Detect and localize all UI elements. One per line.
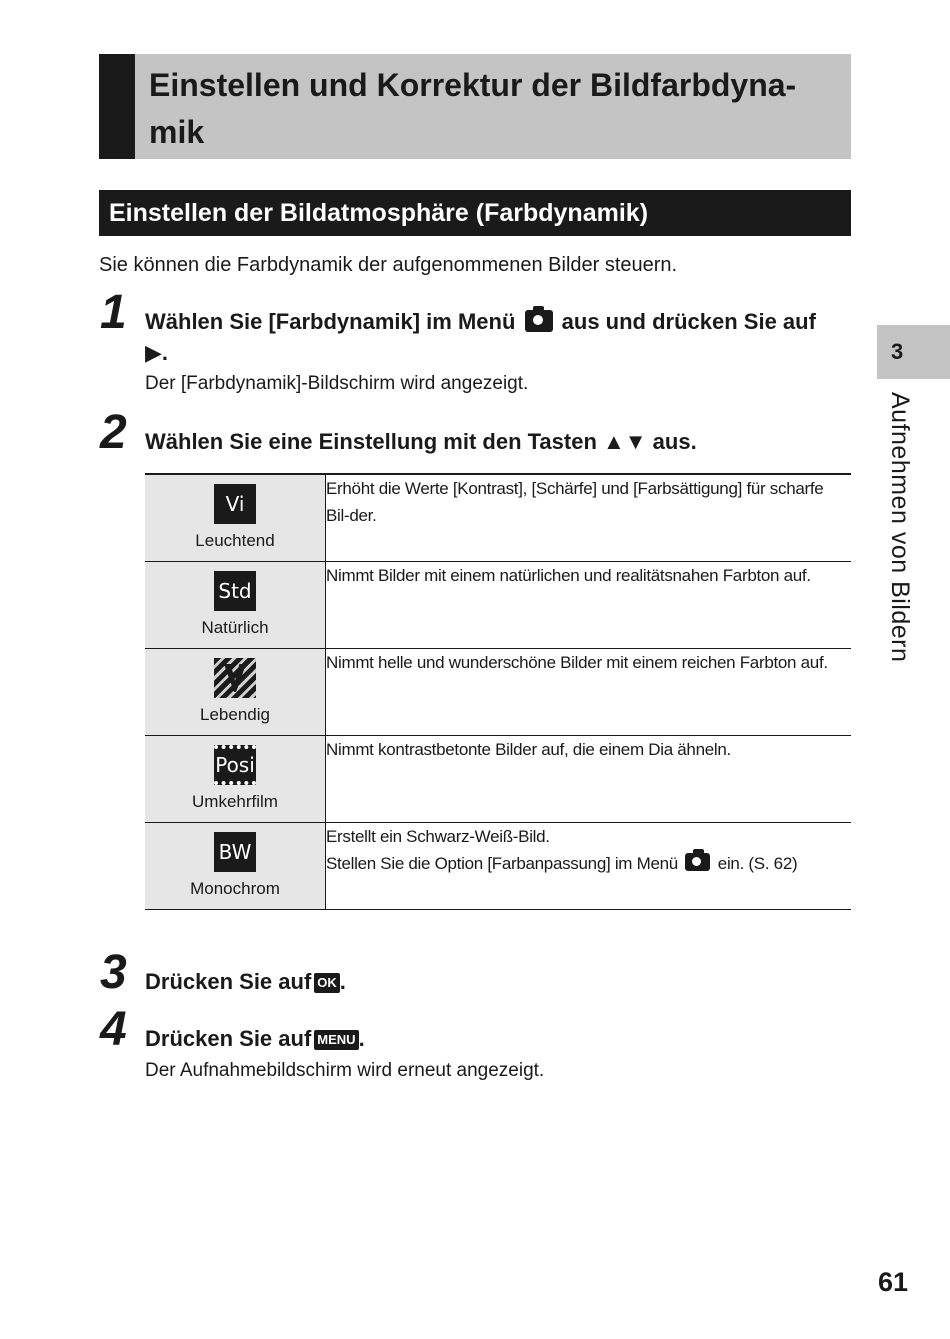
step-1-subtext: Der [Farbdynamik]-Bildschirm wird angezeigt. xyxy=(145,373,529,394)
vibrant-icon xyxy=(214,658,256,698)
table-row xyxy=(145,736,851,823)
mode-cell xyxy=(145,474,326,562)
section-heading-bar xyxy=(99,190,851,236)
step-1-heading-end: aus und drücken Sie auf xyxy=(561,309,816,334)
mode-label: Leuchtend xyxy=(195,531,275,550)
mode-label: Lebendig xyxy=(200,705,270,724)
step-number-3: 3 xyxy=(100,946,127,999)
mode-cell xyxy=(145,562,326,649)
mode-label: Natürlich xyxy=(201,618,269,637)
step-1-heading-line2: ▶. xyxy=(145,340,169,365)
title-accent-bar xyxy=(99,54,135,159)
mode-description-line2 xyxy=(326,850,851,877)
step-4-subtext: Der Aufnahmebildschirm wird erneut angezeigt. xyxy=(145,1060,545,1081)
mode-cell xyxy=(145,649,326,736)
color-dynamics-table xyxy=(145,473,851,910)
mode-description-line1: Erstellt ein Schwarz-Weiß-Bild. xyxy=(326,827,550,846)
step-4-heading-text: Drücken Sie auf xyxy=(145,1026,312,1051)
step-1-heading-start: Wählen Sie [Farbdynamik] im Menü xyxy=(145,309,516,334)
step-number-4: 4 xyxy=(100,1003,127,1056)
section-heading: Einstellen der Bildatmosphäre (Farbdynamik) xyxy=(109,199,649,227)
mode-description: Nimmt helle und wunderschöne Bilder mit einem reichen Farbton auf. xyxy=(326,649,852,736)
vivid-icon: Vi xyxy=(214,484,256,524)
standard-icon: Std xyxy=(214,571,256,611)
step-number-2: 2 xyxy=(100,406,127,459)
mode-label: Monochrom xyxy=(190,879,280,898)
step-2-heading: Wählen Sie eine Einstellung mit den Tasten ▲▼ aus. xyxy=(145,429,697,454)
chapter-title-line2: mik xyxy=(149,114,205,150)
monochrome-icon: BW xyxy=(214,832,256,872)
chapter-side-label xyxy=(877,392,917,692)
menu-button-icon: MENU xyxy=(314,1030,358,1050)
chapter-title-block xyxy=(99,54,851,159)
chapter-tab-number: 3 xyxy=(891,339,904,364)
mode-cell xyxy=(145,736,326,823)
vibrant-icon-mark xyxy=(224,664,246,692)
table-row xyxy=(145,474,851,562)
mode-description: Nimmt Bilder mit einem natürlichen und realitätsnahen Farbton auf. xyxy=(326,562,852,649)
step-4-heading-end: . xyxy=(358,1026,365,1051)
camera-icon xyxy=(525,310,553,332)
step-4-heading xyxy=(145,1023,365,1054)
step-3-heading xyxy=(145,966,346,997)
mode-cell xyxy=(145,823,326,910)
chapter-side-label-text: Aufnehmen von Bildern xyxy=(886,392,914,663)
page-number: 61 xyxy=(877,1267,908,1297)
table-row xyxy=(145,649,851,736)
chapter-title xyxy=(149,62,839,156)
ok-button-icon: OK xyxy=(314,973,340,993)
chapter-title-line1: Einstellen und Korrektur der Bildfarbdyna- xyxy=(149,67,797,103)
mode-description: Nimmt kontrastbetonte Bilder auf, die einem Dia ähneln. xyxy=(326,736,852,823)
step-1-heading xyxy=(145,306,816,337)
mode-description: Erhöht die Werte [Kontrast], [Schärfe] und [Farbsättigung] für scharfe Bil-der. xyxy=(326,474,852,562)
camera-icon xyxy=(685,853,710,871)
mode-description-line2-start: Stellen Sie die Option [Farbanpassung] im Menü xyxy=(326,854,678,873)
chapter-tab xyxy=(877,325,950,379)
intro-text: Sie können die Farbdynamik der aufgenommenen Bilder steuern. xyxy=(99,254,678,276)
step-number-1: 1 xyxy=(100,286,127,339)
table-row xyxy=(145,823,851,910)
mode-label: Umkehrfilm xyxy=(192,792,278,811)
step-3-heading-end: . xyxy=(339,969,346,994)
table-row xyxy=(145,562,851,649)
positive-film-icon: Posi xyxy=(214,745,256,785)
step-3-heading-text: Drücken Sie auf xyxy=(145,969,312,994)
mode-description xyxy=(326,823,852,910)
mode-description-line2-end: ein. (S. 62) xyxy=(717,854,798,873)
